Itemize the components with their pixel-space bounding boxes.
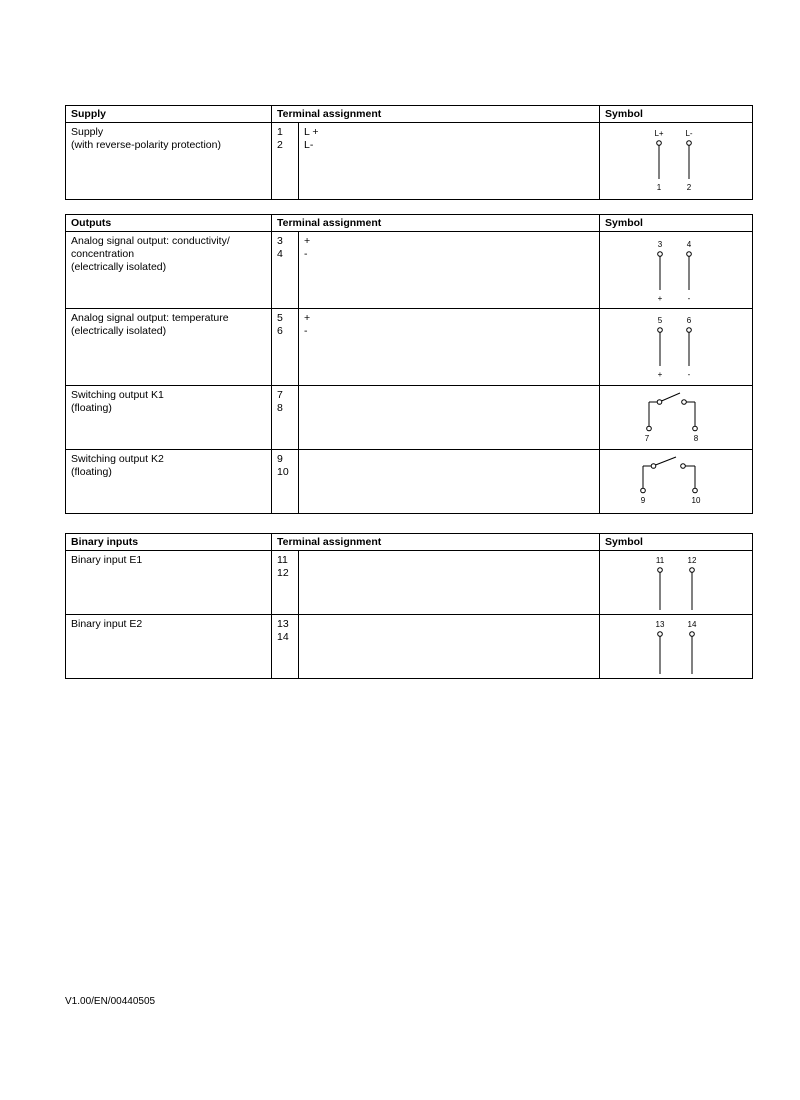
svg-text:6: 6 [686,316,692,325]
svg-text:+: + [657,294,663,303]
terminal-symbol [600,450,753,514]
table-row [66,123,753,200]
terminal-numbers: 9 10 [272,450,299,514]
terminal-symbol [600,615,753,679]
svg-text:12: 12 [687,556,697,565]
table-row [66,386,753,450]
table-row [66,309,753,386]
svg-text:L+: L+ [654,129,664,138]
svg-text:-: - [687,294,691,303]
terminal-signals [299,615,600,679]
row-description: Analog signal output: conductivity/ concentration (electrically isolated) [66,232,272,309]
header-terminal-assignment: Terminal assignment [272,106,600,123]
svg-text:2: 2 [686,183,692,192]
svg-text:11: 11 [655,556,665,565]
terminal-symbol [600,386,753,450]
terminal-numbers: 1 2 [272,123,299,200]
terminal-numbers: 7 8 [272,386,299,450]
svg-text:10: 10 [691,496,701,505]
row-description: Supply (with reverse-polarity protection) [66,123,272,200]
svg-text:L-: L- [685,129,693,138]
svg-text:+: + [657,370,663,379]
svg-text:8: 8 [693,434,699,443]
terminal-symbol [600,232,753,309]
outputs-table [65,214,753,514]
table-header-row [66,534,753,551]
header-terminal-assignment: Terminal assignment [272,215,600,232]
header-binary-inputs: Binary inputs [66,534,272,551]
table-row [66,615,753,679]
header-supply: Supply [66,106,272,123]
svg-text:-: - [687,370,691,379]
terminal-signals: L + L- [299,123,600,200]
row-description: Switching output K1 (floating) [66,386,272,450]
header-symbol: Symbol [600,215,753,232]
row-description: Analog signal output: temperature (electrically isolated) [66,309,272,386]
terminal-signals [299,551,600,615]
table-row [66,450,753,514]
terminal-numbers: 5 6 [272,309,299,386]
svg-text:7: 7 [644,434,650,443]
header-terminal-assignment: Terminal assignment [272,534,600,551]
svg-text:4: 4 [686,240,692,249]
terminal-numbers: 11 12 [272,551,299,615]
two-terminal-symbol-icon [600,551,752,614]
row-description: Binary input E1 [66,551,272,615]
table-header-row [66,215,753,232]
row-description: Switching output K2 (floating) [66,450,272,514]
terminal-numbers: 3 4 [272,232,299,309]
svg-text:13: 13 [655,620,665,629]
table-row [66,551,753,615]
two-terminal-symbol-icon [600,615,752,678]
document-version-footer: V1.00/EN/00440505 [65,996,156,1007]
header-symbol: Symbol [600,534,753,551]
svg-text:9: 9 [640,496,646,505]
row-description: Binary input E2 [66,615,272,679]
two-terminal-symbol-icon [600,309,752,385]
svg-text:3: 3 [657,240,663,249]
switch-contact-symbol-icon [600,386,752,449]
header-symbol: Symbol [600,106,753,123]
binary-inputs-table [65,533,753,679]
two-terminal-symbol-icon [600,123,752,199]
two-terminal-symbol-icon [600,232,752,308]
header-outputs: Outputs [66,215,272,232]
supply-table [65,105,753,200]
switch-contact-symbol-icon [600,450,752,513]
terminal-signals: + - [299,232,600,309]
terminal-symbol [600,551,753,615]
terminal-symbol [600,309,753,386]
terminal-signals [299,450,600,514]
svg-text:1: 1 [656,183,662,192]
terminal-symbol [600,123,753,200]
table-row [66,232,753,309]
svg-text:5: 5 [657,316,663,325]
terminal-signals: + - [299,309,600,386]
terminal-signals [299,386,600,450]
table-header-row [66,106,753,123]
svg-text:14: 14 [687,620,697,629]
terminal-numbers: 13 14 [272,615,299,679]
